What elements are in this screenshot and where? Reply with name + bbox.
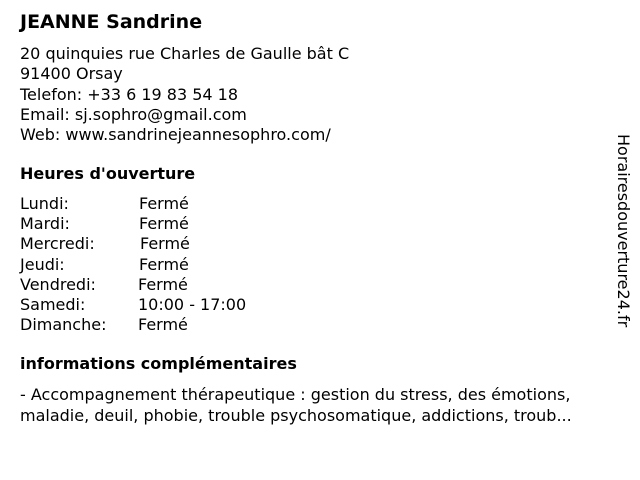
day-hours: 10:00 - 17:00	[138, 294, 247, 314]
day-label: Lundi:	[20, 194, 69, 213]
info-line-1: - Accompagnement thérapeutique : gestion du stress, des émotions,	[20, 385, 571, 404]
email-line: Email: sj.sophro@gmail.com	[20, 104, 247, 124]
site-watermark	[613, 134, 633, 344]
phone-line: Telefon: +33 6 19 83 54 18	[20, 84, 239, 104]
day-label: Vendredi:	[20, 274, 96, 294]
info-line-2: maladie, deuil, phobie, trouble psychosomatique, addictions, troub...	[20, 406, 572, 425]
watermark-text: Horairesdouverture24.fr	[614, 134, 633, 328]
day-label: Mercredi:	[20, 234, 95, 254]
day-hours: Fermé	[139, 254, 189, 274]
address-line-city: 91400 Orsay	[20, 64, 123, 84]
day-hours: Fermé	[140, 234, 190, 254]
day-label: Mardi:	[20, 214, 70, 234]
day-hours: Fermé	[139, 214, 189, 234]
business-name: JEANNE Sandrine	[20, 11, 203, 33]
info-text	[20, 384, 630, 426]
day-label: Samedi:	[20, 294, 86, 314]
day-hours: Fermé	[138, 274, 188, 294]
hours-heading: Heures d'ouverture	[20, 164, 196, 183]
day-hours: Fermé	[138, 315, 188, 335]
contact-block	[20, 44, 349, 145]
info-heading: informations complémentaires	[20, 354, 297, 373]
day-hours: Fermé	[139, 194, 189, 213]
day-label: Jeudi:	[20, 254, 65, 274]
address-line-street: 20 quinquies rue Charles de Gaulle bât C	[20, 44, 350, 63]
day-label: Dimanche:	[20, 315, 107, 335]
web-line: Web: www.sandrinejeannesophro.com/	[20, 125, 331, 145]
